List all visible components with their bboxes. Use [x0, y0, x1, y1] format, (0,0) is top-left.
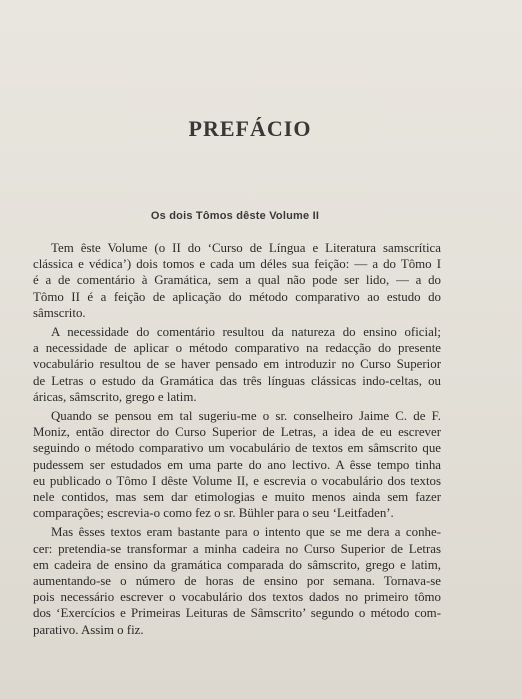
text-line: eu publicado o Tômo I dêste Volume II, e escrevia o vocabulário dos textos	[33, 473, 441, 488]
text-line: Mas êsses textos eram bastante para o intento que se me dera a conhe-	[51, 525, 441, 540]
text-line: nele contidos, mas sem dar etimologias e muito menos ainda sem fazer	[33, 490, 441, 505]
paragraph	[33, 324, 441, 405]
text-line: pudessem ser estudados em uma parte do ano lectivo. A êsse tempo tinha	[33, 457, 441, 472]
paragraph	[33, 524, 441, 637]
text-line: vocabulário resultou de se haver pensado em introduzir no Curso Superior	[33, 357, 441, 372]
text-line: de Letras o estudo da Gramática das três línguas clássicas indo-celtas, ou	[33, 373, 441, 388]
text-line: Moniz, então director do Curso Superior de Letras, a idea de eu escrever	[33, 425, 441, 440]
paragraph	[33, 408, 441, 521]
text-line: sâmscrito.	[33, 305, 86, 320]
text-line: comparações; escrevia-o como fez o sr. Bühler para o seu ‘Leitfaden’.	[33, 506, 394, 521]
text-line: Tômo II é a feição de aplicação do método comparativo ao estudo do	[33, 289, 441, 304]
text-line: A necessidade do comentário resultou da natureza do ensino oficial;	[51, 325, 441, 340]
section-heading: Os dois Tômos dêste Volume II	[150, 210, 320, 222]
text-line: é a de comentário à Gramática, sem a qual não pode ser lido, — a do	[33, 273, 441, 288]
page-title: PREFÁCIO	[188, 116, 312, 141]
text-line: em cadeira de ensino da gramática comparada do sâmscrito, grego e latim,	[33, 557, 441, 572]
text-line: aumentando-se o número de horas de ensino por semana. Tornava-se	[33, 574, 441, 589]
text-line: parativo. Assim o fiz.	[33, 622, 144, 637]
text-line: clássica e védica’) dois tomos e cada um déles sua feição: — a do Tômo I	[33, 257, 441, 272]
paragraph	[33, 240, 441, 321]
text-line: cer: pretendia-se transformar a minha cadeira no Curso Superior de Letras	[33, 541, 441, 556]
text-line: pois necessário escrever o vocabulário dos textos dados no primeiro tômo	[33, 590, 441, 605]
text-line: áricas, sâmscrito, grego e latim.	[33, 389, 197, 404]
text-line: Quando se pensou em tal sugeriu-me o sr. conselheiro Jaime C. de F.	[51, 409, 441, 424]
text-line: dos ‘Exercícios e Primeiras Leituras de Sâmscrito’ segundo o método com-	[33, 606, 441, 621]
text-line: a necessidade de aplicar o método comparativo na redacção do presente	[33, 341, 441, 356]
text-line: Tem êste Volume (o II do ‘Curso de Língua e Literatura samscrítica	[51, 241, 441, 255]
body-text	[33, 240, 441, 641]
text-line: seguindo o método comparativo um vocabulário de textos em sâmscrito que	[33, 441, 441, 456]
